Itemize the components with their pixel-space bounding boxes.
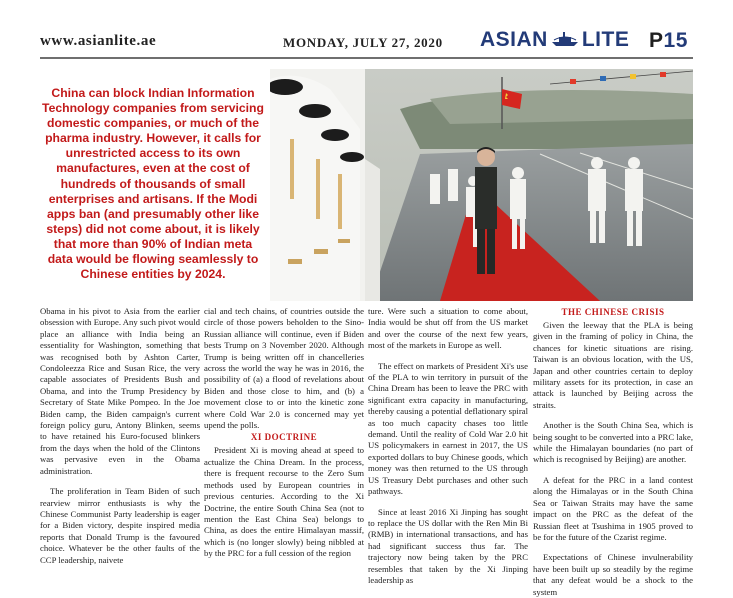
article-photo bbox=[270, 69, 693, 301]
article-column-2 bbox=[204, 306, 364, 560]
paragraph: Obama in his pivot to Asia from the earlier obsession with Europe. Any such pivot would place an alliance with India being an essentiality for Washington, something that was recognised both by Ashton Carter, Condoleezza Rice and Susan Rice, the very capable associates of Presidents Bush and Obama, and into the Trump Presidency by Secretary of State Mike Pompeo. In the Joe Biden camp, the Biden campaign's current foreign policy guru, Antony Blinken, seems to have retained his Euro-focused blinkers from the days when the hold of the Clintons was pervasive even in the Obama administration. bbox=[40, 306, 200, 476]
paragraph: cial and tech chains, of countries outside the circle of those powers beholden to the Sino-Russian alliance will continue, even if Biden bests Trump on 3 November 2020. Although Trump is being written off in chancelleries across the world the way he was in 2016, the possibility of (a) a flood of revelations about Biden and those close to him, and (b) a movement close to or into the kinetic zone where Cold War 2.0 is concerned may yet upend the polls. bbox=[204, 306, 364, 431]
brand-logo bbox=[480, 28, 629, 52]
page-prefix: P bbox=[649, 29, 664, 52]
paragraph: The proliferation in Team Biden of such rearview mirror enthusiasts is why the Chinese Communist Party leadership is eager for a Biden victory, despite inspired media reports that Donald Trump is the favoured choice. Whatever be the other faults of the CCP leadership, naivete bbox=[40, 486, 200, 565]
paragraph: The effect on markets of President Xi's use of the PLA to win territory in pursuit of the China Dream has been to leave the PRC with significant extra capacity in manufacturing, thereby causing a potential deflationary spiral as too much capacity chases too little demand. Until the reality of Cold War 2.0 hit US policymakers in earnest in 2017, the US exported dollars to buy Chinese goods, which money was then returned to the US through US Treasury Debt purchases and other such pathways. bbox=[368, 360, 528, 497]
paragraph: A defeat for the PRC in a land contest along the Himalayas or in the South China Sea or Taiwan Straits may have the same impact on the PRC as the defeat of the Russian fleet at Tsushima in 1905 proved to be for the future of the Czarist regime. bbox=[533, 474, 693, 542]
article-column-1 bbox=[40, 306, 200, 566]
brand-right-text: LITE bbox=[581, 28, 630, 51]
site-url[interactable]: www.asianlite.ae bbox=[40, 33, 157, 49]
ship-emblem-icon bbox=[550, 30, 580, 48]
paragraph: President Xi is moving ahead at speed to actualize the China Dream. In the process, there is frequent recourse to the Zero Sum methods used by European countries in previous centuries. According to the Xi Doctrine, the entire South China Sea (not to mention the East China Sea) belongs to China, as does the entire Himalayan massif, which is (no longer slowly) being nibbled at by the PRC for a full cession of the region bbox=[204, 445, 364, 559]
article-column-4 bbox=[533, 306, 693, 598]
paragraph: Given the leeway that the PLA is being given in the framing of policy in China, the chances for kinetic situations are rising. Taiwan is an obvious location, with the US, Japan and other countries certain to deploy military assets for its protection, in case an attack is launched by Beijing across the straits. bbox=[533, 320, 693, 410]
masthead bbox=[0, 0, 733, 62]
pull-quote: China can block Indian Information Technology companies from servicing domestic companies, or much of the pharma industry. However, it calls for unrestricted access to its own manufactures, even at the cost of hundreds of thousands of small enterprises and artisans. If the Modi apps ban (and presumably other like steps) did not come about, it is likely that more than 90% of Indian meta data would be flowing seamlessly to Chinese entities by 2024. bbox=[42, 86, 264, 282]
paragraph: Since at least 2016 Xi Jinping has sought to replace the US dollar with the Ren Min Bi (RMB) in international transactions, and has had significant success thus far. The trajectory now being taken by the PRC resembles that taken by the Xi Jinping leadership as bbox=[368, 506, 528, 585]
page-number-value: 15 bbox=[663, 29, 688, 52]
page-number bbox=[649, 29, 688, 53]
paragraph: Expectations of Chinese invulnerability have been built up so steadily by the regime that any defeat would be a shock to the system bbox=[533, 552, 693, 597]
issue-date: MONDAY, JULY 27, 2020 bbox=[283, 35, 443, 50]
brand-left-text: ASIAN bbox=[480, 28, 548, 51]
section-heading-chinese-crisis: THE CHINESE CRISIS bbox=[561, 307, 665, 317]
masthead-rule bbox=[40, 57, 693, 59]
paragraph: Another is the South China Sea, which is being sought to be converted into a PRC lake, while the Himalayan boundaries (no part of which is recognised by Beijing) are another. bbox=[533, 420, 693, 465]
section-heading-xi-doctrine: XI DOCTRINE bbox=[250, 432, 318, 443]
article-column-3 bbox=[368, 306, 528, 586]
paragraph: ture. Were such a situation to come about, India would be shut off from the US market and over the course of the next few years, most of the markets in Europe as well. bbox=[368, 306, 528, 351]
